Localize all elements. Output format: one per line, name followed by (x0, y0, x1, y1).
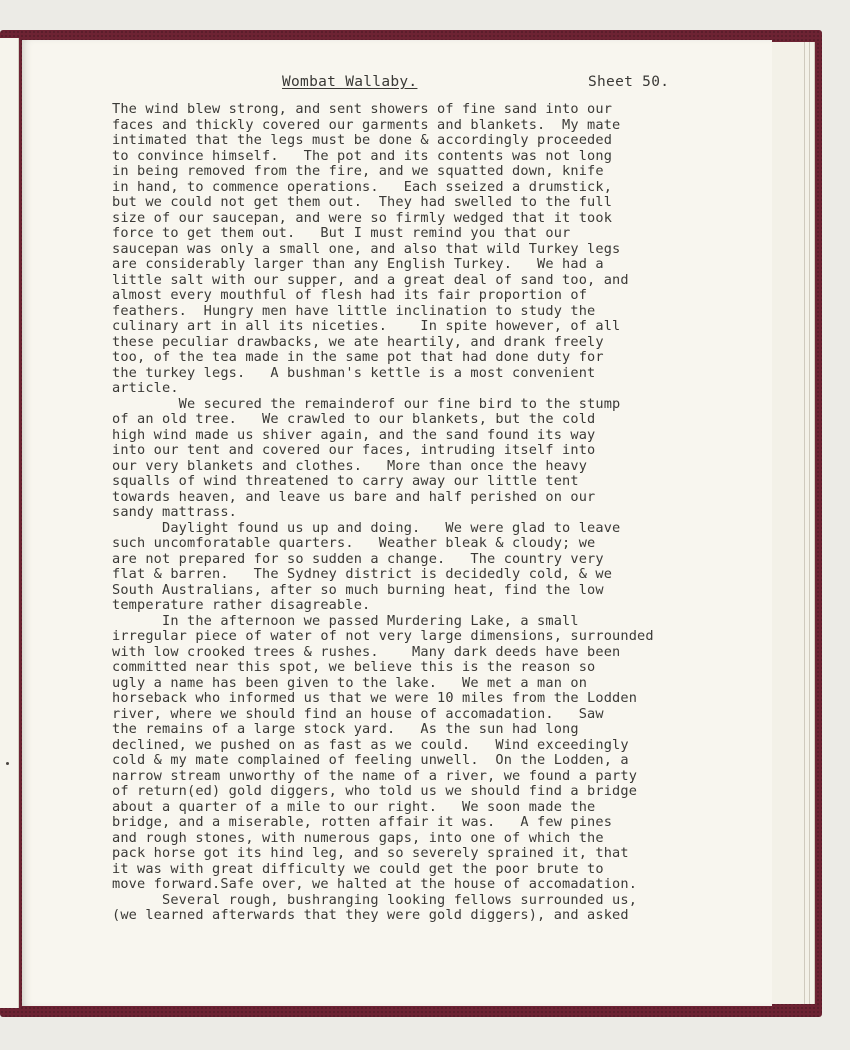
margin-mark (6, 762, 9, 765)
text-line: Daylight found us up and doing. We were glad to leave (112, 519, 621, 536)
text-line: temperature rather disagreable. (112, 597, 371, 613)
text-line: but we could not get them out. They had swelled to the full (112, 194, 613, 210)
text-line: Several rough, bushranging looking fellows surrounded us, (112, 891, 638, 908)
text-line: these peculiar drawbacks, we ate heartily, and drank freely (112, 333, 604, 350)
text-line: The wind blew strong, and sent showers of fine sand into our (112, 101, 613, 117)
text-line: South Australians, after so much burning heat, find the low (112, 581, 604, 598)
text-line: committed near this spot, we believe this is the reason so (112, 659, 596, 675)
text-line: In the afternoon we passed Murdering Lake, a small (112, 612, 579, 629)
text-line: irregular piece of water of not very large dimensions, surrounded (112, 628, 654, 644)
text-line: too, of the tea made in the same pot that had done duty for (112, 349, 604, 365)
text-line: such uncomforatable quarters. Weather bleak & cloudy; we (112, 535, 596, 551)
text-line: move forward.Safe over, we halted at the house of accomadation. (112, 876, 638, 892)
text-line: intimated that the legs must be done & accordingly proceeded (112, 132, 613, 148)
text-line: almost every mouthful of flesh had its fair proportion of (112, 287, 588, 303)
text-line: ugly a name has been given to the lake. We met a man on (112, 674, 588, 691)
text-line: We secured the remainderof our fine bird to the stump (112, 395, 621, 412)
text-line: (we learned afterwards that they were gold diggers), and asked (112, 907, 629, 923)
text-line: and rough stones, with numerous gaps, into one of which the (112, 829, 604, 846)
text-line: declined, we pushed on as fast as we could. Wind exceedingly (112, 736, 629, 753)
text-line: faces and thickly covered our garments and blankets. My mate (112, 116, 621, 133)
page-title: Wombat Wallaby. (282, 74, 418, 90)
text-line: little salt with our supper, and a great deal of sand too, and (112, 271, 629, 288)
text-line: culinary art in all its niceties. In spite however, of all (112, 318, 621, 334)
text-line: sandy mattrass. (112, 504, 238, 520)
text-line: river, where we should find an house of accomadation. Saw (112, 705, 604, 722)
body-text (112, 102, 752, 924)
text-line: pack horse got its hind leg, and so severely sprained it, that (112, 845, 629, 861)
text-line: our very blankets and clothes. More than once the heavy (112, 457, 588, 474)
text-line: to convince himself. The pot and its contents was not long (112, 147, 613, 164)
text-line: size of our saucepan, and were so firmly wedged that it took (112, 209, 613, 226)
text-line: squalls of wind threatened to carry away our little tent (112, 473, 579, 489)
text-line: about a quarter of a mile to our right. We soon made the (112, 798, 596, 815)
text-line: into our tent and covered our faces, intruding itself into (112, 442, 596, 458)
text-line: feathers. Hungry men have little inclination to study the (112, 302, 596, 319)
text-line: the remains of a large stock yard. As the sun had long (112, 721, 579, 737)
text-line: towards heaven, and leave us bare and half perished on our (112, 488, 596, 505)
text-line: narrow stream unworthy of the name of a river, we found a party (112, 767, 638, 784)
text-line: it was with great difficulty we could get the poor brute to (112, 860, 604, 877)
text-line: bridge, and a miserable, rotten affair it was. A few pines (112, 814, 613, 830)
typed-sheet (22, 40, 772, 1006)
text-line: flat & barren. The Sydney district is decidedly cold, & we (112, 566, 613, 582)
text-line: saucepan was only a small one, and also that wild Turkey legs (112, 240, 621, 257)
text-line: high wind made us shiver again, and the sand found its way (112, 426, 596, 443)
sheet-number: Sheet 50. (588, 74, 670, 90)
previous-page-edge (0, 38, 19, 1008)
text-line: of return(ed) gold diggers, who told us we should find a bridge (112, 783, 638, 799)
text-line: in hand, to commence operations. Each sseized a drumstick, (112, 178, 613, 195)
text-line: of an old tree. We crawled to our blankets, but the cold (112, 411, 596, 427)
text-line: are considerably larger than any English Turkey. We had a (112, 256, 604, 272)
text-line: in being removed from the fire, and we squatted down, knife (112, 163, 604, 179)
text-line: the turkey legs. A bushman's kettle is a most convenient (112, 364, 596, 381)
text-line: horseback who informed us that we were 10 miles from the Lodden (112, 690, 638, 706)
text-line: article. (112, 380, 179, 396)
text-line: force to get them out. But I must remind you that our (112, 225, 571, 241)
text-line: are not prepared for so sudden a change. The country very (112, 550, 604, 567)
text-line: cold & my mate complained of feeling unwell. On the Lodden, a (112, 752, 629, 768)
text-line: with low crooked trees & rushes. Many dark deeds have been (112, 643, 621, 660)
